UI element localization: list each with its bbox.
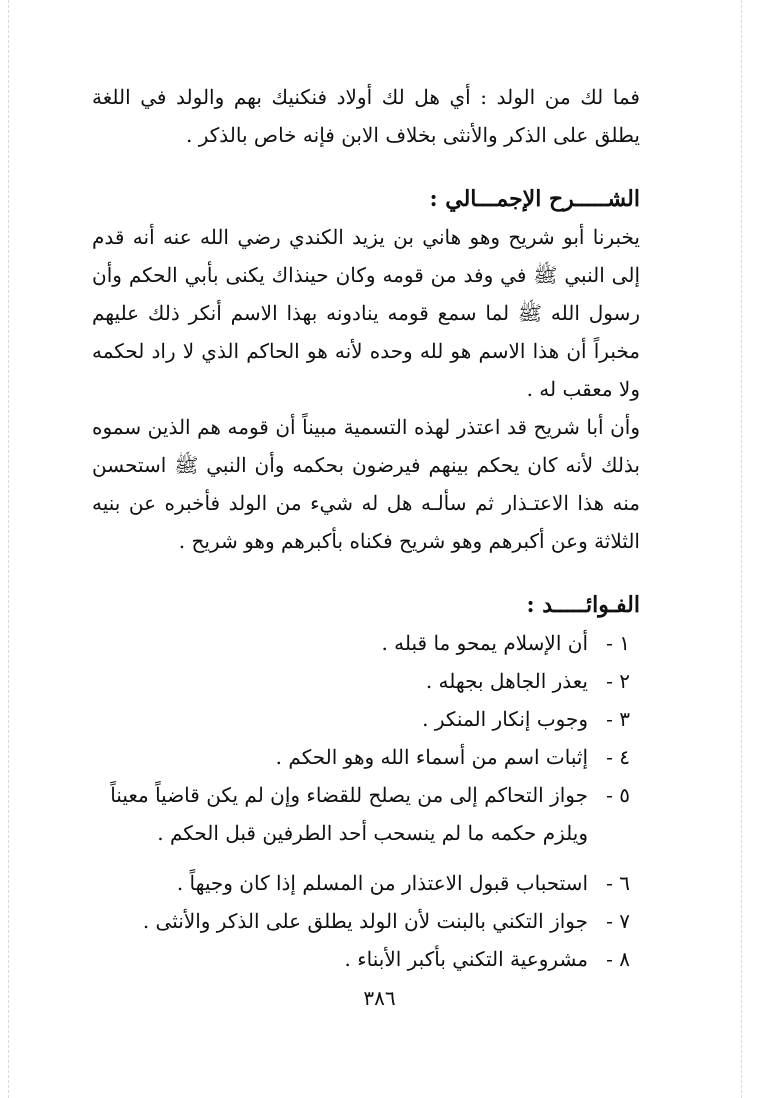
benefits-heading: الفـوائـــــد : — [526, 592, 640, 618]
list-item — [92, 700, 640, 738]
spacer — [92, 560, 640, 586]
list-item-number: ٤ - — [606, 745, 630, 769]
list-item — [92, 776, 640, 852]
summary-heading: الشـــــرح الإجمـــالي : — [429, 186, 640, 212]
list-item — [92, 940, 640, 978]
page-content — [92, 78, 640, 978]
list-item — [92, 864, 640, 902]
list-item — [92, 738, 640, 776]
list-item-number: ٥ - — [606, 783, 630, 807]
benefits-list — [92, 624, 640, 978]
list-item-text: أن الإسلام يمحو ما قبله . — [381, 631, 588, 655]
list-item — [92, 902, 640, 940]
list-item-text: مشروعية التكني بأكبر الأبناء . — [344, 947, 588, 971]
spacer — [92, 154, 640, 180]
list-item-text: جواز التحاكم إلى من يصلح للقضاء وإن لم يكن قاضياً معيناً ويلزم حكمه ما لم ينسحب أحد الطرفين قبل الحكم . — [110, 783, 588, 845]
list-item-text: جواز التكني بالبنت لأن الولد يطلق على الذكر والأنثى . — [142, 909, 588, 933]
list-item — [92, 662, 640, 700]
list-item — [92, 624, 640, 662]
summary-paragraph-1: يخبرنا أبو شريح وهو هاني بن يزيد الكندي رضي الله عنه أنه قدم إلى النبي ﷺ في وفد من قومه وكان حينذاك يكنى بأبي الحكم وأن رسول الله ﷺ لما سمع قومه ينادونه بهذا الاسم أنكر ذلك عليهم مخبراً أن هذا الاسم هو لله وحده لأنه هو الحاكم الذي لا راد لحكمه ولا معقب له . — [92, 225, 640, 401]
page-number: ٣٨٦ — [363, 986, 396, 1010]
page-edge-line-left — [8, 0, 9, 1098]
page-edge-line-right — [741, 0, 742, 1098]
list-item-number: ٧ - — [606, 909, 630, 933]
intro-paragraph: فما لك من الولد : أي هل لك أولاد فنكنيك بهم والولد في اللغة يطلق على الذكر والأنثى بخلاف الابن فإنه خاص بالذكر . — [92, 85, 640, 147]
list-item-text: إثبات اسم من أسماء الله وهو الحكم . — [275, 745, 588, 769]
list-item-number: ٦ - — [606, 871, 630, 895]
summary-paragraph-2: وأن أبا شريح قد اعتذر لهذه التسمية مبيناً أن قومه هم الذين سموه بذلك لأنه كان يحكم بينهم فيرضون بحكمه وأن النبي ﷺ استحسن منه هذا الاعتـذار ثم سألـه هل له شيء من الولد فأخبره عن بنيه الثلاثة وعن أكبرهم وهو شريح فكناه بأكبرهم وهو شريح . — [92, 415, 640, 553]
list-item-number: ٢ - — [606, 669, 630, 693]
list-item-text: استحباب قبول الاعتذار من المسلم إذا كان وجيهاً . — [176, 871, 588, 895]
list-item-text: يعذر الجاهل بجهله . — [425, 669, 588, 693]
list-item-number: ١ - — [606, 631, 630, 655]
list-item-number: ٨ - — [606, 947, 630, 971]
list-item-text: وجوب إنكار المنكر . — [422, 707, 588, 731]
list-item-number: ٣ - — [606, 707, 630, 731]
